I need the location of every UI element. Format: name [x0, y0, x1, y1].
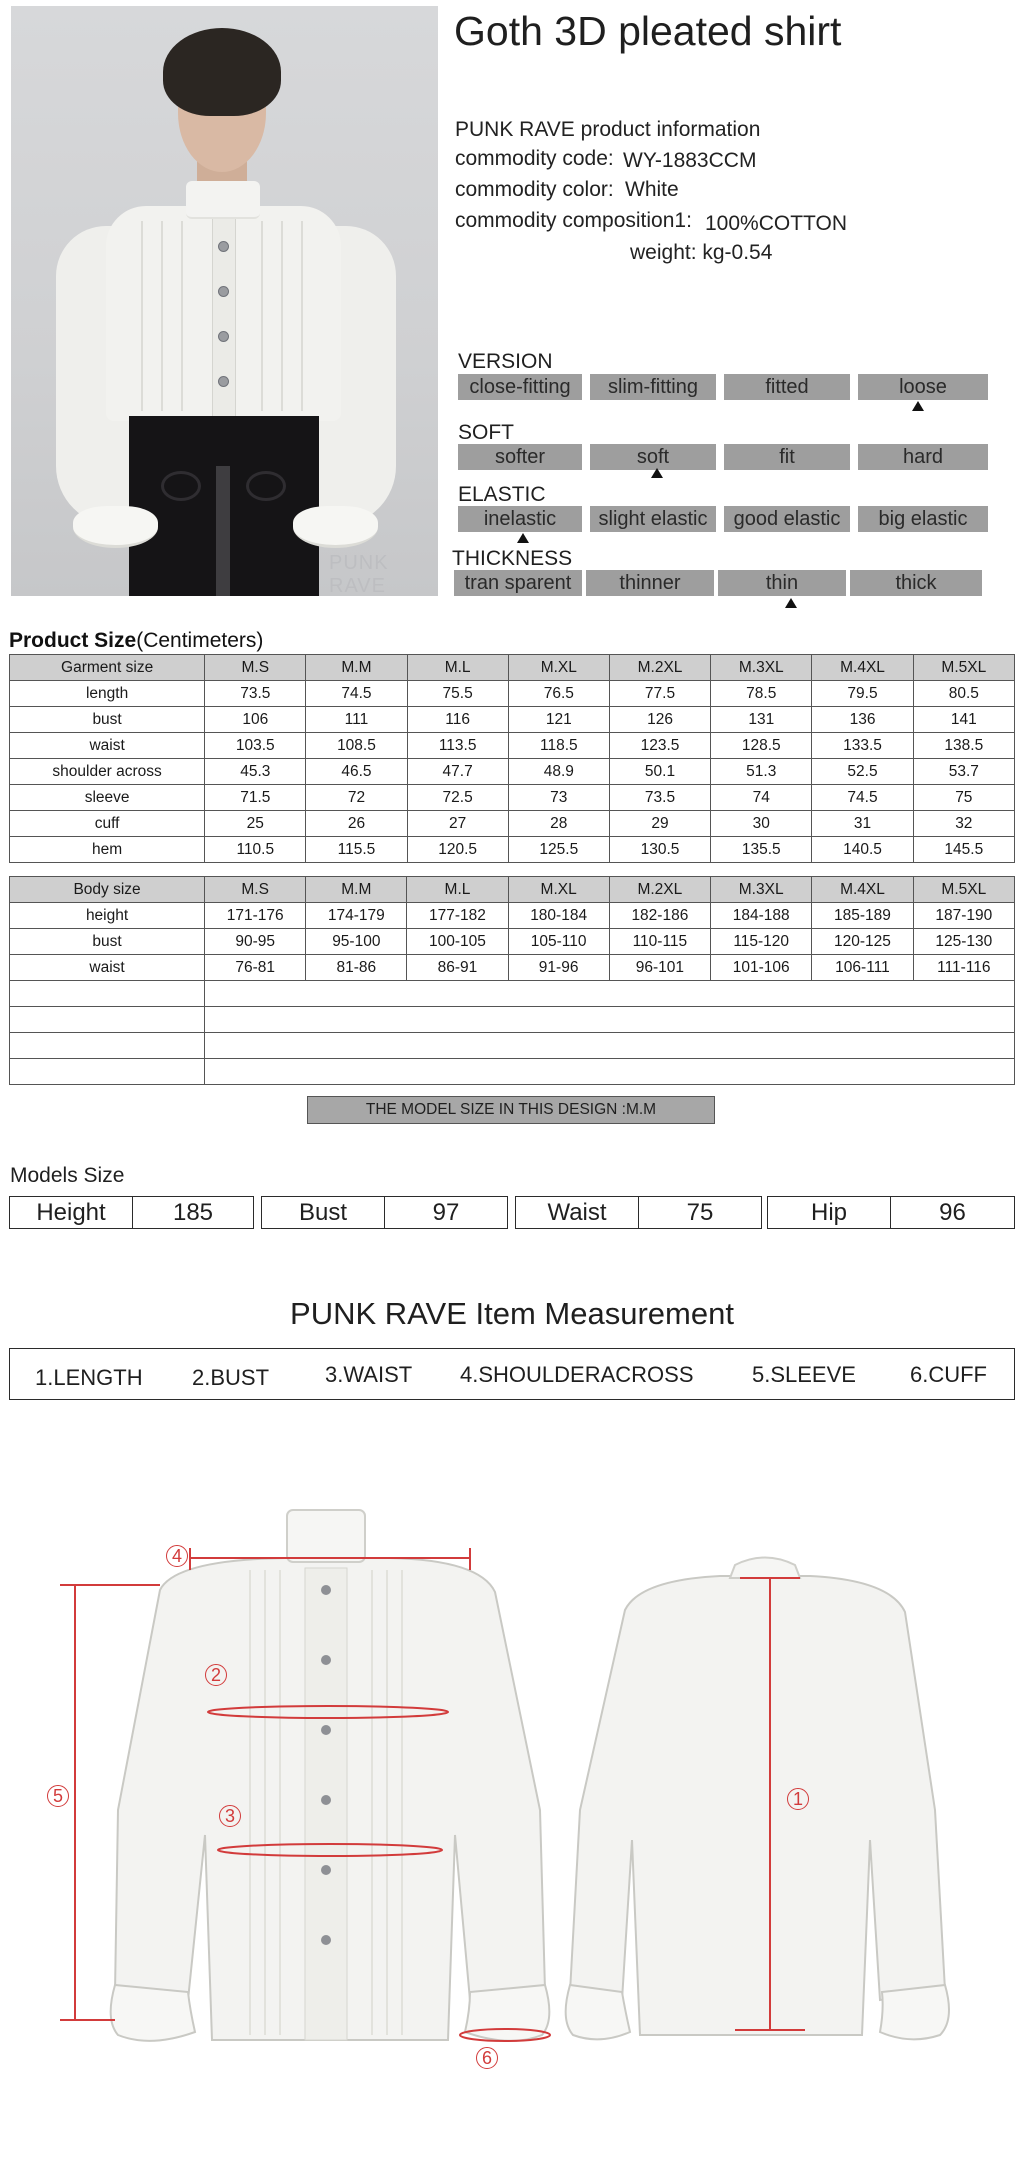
table-cell: 111	[306, 707, 407, 733]
commodity-composition-value: 100%COTTON	[705, 212, 847, 235]
version-option: fitted	[724, 374, 850, 400]
photo-button	[218, 286, 229, 297]
table-cell: 76-81	[205, 955, 306, 981]
table-cell: 111-116	[913, 955, 1014, 981]
table-cell: 121	[508, 707, 609, 733]
table-cell: 115.5	[306, 837, 407, 863]
photo-hair	[163, 28, 281, 116]
table-cell: 77.5	[609, 681, 710, 707]
table-cell	[205, 981, 1015, 1007]
model-waist-label: Waist	[515, 1196, 639, 1229]
photo-pleat	[141, 221, 143, 411]
model-hip-label: Hip	[767, 1196, 891, 1229]
table-row	[10, 955, 1015, 981]
elastic-option: slight elastic	[590, 506, 716, 532]
photo-pleat	[301, 221, 303, 411]
table-cell: 180-184	[508, 903, 609, 929]
commodity-code-label: commodity code:	[455, 147, 614, 170]
photo-pleat	[261, 221, 263, 411]
table-cell: 184-188	[711, 903, 812, 929]
table-header-cell: M.2XL	[609, 877, 710, 903]
table-cell: 110.5	[205, 837, 306, 863]
measure-marker-4: 4	[166, 1545, 188, 1567]
table-cell: 91-96	[508, 955, 609, 981]
thickness-label: THICKNESS	[452, 547, 573, 570]
table-cell: 140.5	[812, 837, 913, 863]
table-row	[10, 681, 1015, 707]
table-cell: 71.5	[205, 785, 306, 811]
measure-marker-6: 6	[476, 2047, 498, 2069]
elastic-option: good elastic	[724, 506, 850, 532]
table-header-cell: M.3XL	[711, 655, 812, 681]
table-cell: 72	[306, 785, 407, 811]
table-header-cell: M.2XL	[609, 655, 710, 681]
commodity-color-label: commodity color:	[455, 178, 614, 201]
table-cell: 101-106	[711, 955, 812, 981]
table-cell: 73.5	[609, 785, 710, 811]
table-empty-row	[10, 1059, 1015, 1085]
table-cell: 120.5	[407, 837, 508, 863]
table-header-cell: M.XL	[508, 655, 609, 681]
product-size-table	[9, 654, 1015, 863]
table-header-cell: M.S	[205, 877, 306, 903]
table-cell: 96-101	[609, 955, 710, 981]
body-size-header-row	[10, 877, 1015, 903]
thickness-indicator-arrow-icon	[785, 598, 797, 608]
photo-embroidery	[161, 471, 201, 501]
table-cell: 27	[407, 811, 508, 837]
version-option: loose	[858, 374, 988, 400]
back-shirt-drawing	[566, 1558, 949, 2040]
table-cell: bust	[10, 929, 205, 955]
table-cell: 74	[711, 785, 812, 811]
measurement-diagram	[0, 1480, 1024, 2070]
table-row	[10, 903, 1015, 929]
table-cell: sleeve	[10, 785, 205, 811]
table-header-cell: M.L	[407, 877, 508, 903]
table-cell	[205, 1059, 1015, 1085]
table-cell	[10, 981, 205, 1007]
version-option: close-fitting	[458, 374, 582, 400]
table-cell: 25	[205, 811, 306, 837]
table-header-cell: M.3XL	[711, 877, 812, 903]
table-cell: 72.5	[407, 785, 508, 811]
version-label: VERSION	[458, 350, 553, 373]
table-cell: 174-179	[306, 903, 407, 929]
table-cell: 48.9	[508, 759, 609, 785]
photo-button	[218, 241, 229, 252]
photo-watermark: PUNK RAVE	[329, 552, 389, 596]
table-cell: 115-120	[711, 929, 812, 955]
table-cell: 29	[609, 811, 710, 837]
table-row	[10, 707, 1015, 733]
table-cell: 52.5	[812, 759, 913, 785]
soft-option: fit	[724, 444, 850, 470]
table-cell: 81-86	[306, 955, 407, 981]
table-cell: 26	[306, 811, 407, 837]
table-cell: 138.5	[913, 733, 1014, 759]
table-header-cell: M.4XL	[812, 877, 913, 903]
table-cell: 110-115	[609, 929, 710, 955]
table-cell: 141	[913, 707, 1014, 733]
thickness-option: thin	[718, 570, 846, 596]
table-header-cell: Garment size	[10, 655, 205, 681]
model-size-note: THE MODEL SIZE IN THIS DESIGN :M.M	[307, 1096, 715, 1124]
thickness-option: thinner	[586, 570, 714, 596]
table-cell: 86-91	[407, 955, 508, 981]
table-cell: 187-190	[913, 903, 1014, 929]
product-size-unit: (Centimeters)	[136, 629, 264, 652]
body-size-table	[9, 876, 1015, 1085]
table-cell: 145.5	[913, 837, 1014, 863]
measurement-item: 2.BUST	[192, 1365, 270, 1390]
table-header-cell: M.S	[205, 655, 306, 681]
table-cell: 32	[913, 811, 1014, 837]
model-bust-label: Bust	[261, 1196, 385, 1229]
table-row	[10, 837, 1015, 863]
photo-collar	[186, 181, 260, 219]
measurement-legend	[9, 1348, 1015, 1400]
table-cell	[205, 1033, 1015, 1059]
weight-info: weight: kg-0.54	[630, 241, 773, 264]
models-size-heading: Models Size	[10, 1164, 125, 1187]
elastic-option: inelastic	[458, 506, 582, 532]
table-cell: 53.7	[913, 759, 1014, 785]
table-cell: 108.5	[306, 733, 407, 759]
table-cell	[10, 1033, 205, 1059]
table-empty-row	[10, 1033, 1015, 1059]
table-cell: 90-95	[205, 929, 306, 955]
product-size-header-row	[10, 655, 1015, 681]
model-height-value: 185	[132, 1196, 254, 1229]
table-cell: 100-105	[407, 929, 508, 955]
table-cell: 106	[205, 707, 306, 733]
table-cell: 171-176	[205, 903, 306, 929]
model-waist-value: 75	[638, 1196, 762, 1229]
table-cell: 31	[812, 811, 913, 837]
table-cell: 105-110	[508, 929, 609, 955]
model-bust-value: 97	[384, 1196, 508, 1229]
table-cell: 47.7	[407, 759, 508, 785]
photo-pleat	[281, 221, 283, 411]
table-cell: hem	[10, 837, 205, 863]
table-header-cell: M.M	[306, 655, 407, 681]
model-height-label: Height	[9, 1196, 133, 1229]
table-cell: height	[10, 903, 205, 929]
table-row	[10, 785, 1015, 811]
table-empty-row	[10, 1007, 1015, 1033]
table-header-cell: M.5XL	[913, 655, 1014, 681]
brand-info: PUNK RAVE product information	[455, 118, 761, 141]
version-option: slim-fitting	[590, 374, 716, 400]
table-cell: 125.5	[508, 837, 609, 863]
photo-embroidery	[246, 471, 286, 501]
table-cell: 46.5	[306, 759, 407, 785]
photo-pants-gap	[216, 466, 230, 596]
table-cell: 116	[407, 707, 508, 733]
table-cell: 185-189	[812, 903, 913, 929]
table-cell: cuff	[10, 811, 205, 837]
table-cell: 113.5	[407, 733, 508, 759]
table-cell: 131	[711, 707, 812, 733]
measure-marker-5: 5	[47, 1785, 69, 1807]
product-size-heading	[9, 629, 263, 653]
table-cell	[10, 1059, 205, 1085]
table-cell: waist	[10, 955, 205, 981]
soft-indicator-arrow-icon	[651, 468, 663, 478]
photo-pleat	[181, 221, 183, 411]
table-header-cell: M.4XL	[812, 655, 913, 681]
table-header-cell: M.M	[306, 877, 407, 903]
table-cell: 123.5	[609, 733, 710, 759]
table-cell: 130.5	[609, 837, 710, 863]
table-cell: 128.5	[711, 733, 812, 759]
table-cell: 73	[508, 785, 609, 811]
table-header-cell: M.XL	[508, 877, 609, 903]
table-row	[10, 811, 1015, 837]
front-shirt-drawing	[111, 1510, 550, 2041]
product-photo	[11, 6, 438, 596]
measure-marker-1: 1	[787, 1788, 809, 1810]
measurement-item: 3.WAIST	[325, 1362, 413, 1387]
measurement-item: 6.CUFF	[910, 1362, 987, 1387]
table-row	[10, 759, 1015, 785]
photo-pleat	[161, 221, 163, 411]
measurement-title: PUNK RAVE Item Measurement	[290, 1296, 734, 1331]
table-cell: 79.5	[812, 681, 913, 707]
measurement-item: 4.SHOULDERACROSS	[460, 1362, 694, 1387]
table-cell: 126	[609, 707, 710, 733]
measure-marker-3: 3	[219, 1805, 241, 1827]
table-cell: 125-130	[913, 929, 1014, 955]
table-cell: 182-186	[609, 903, 710, 929]
table-row	[10, 929, 1015, 955]
commodity-code-value: WY-1883CCM	[623, 149, 757, 172]
table-cell: 120-125	[812, 929, 913, 955]
table-cell: 73.5	[205, 681, 306, 707]
table-cell: 75	[913, 785, 1014, 811]
table-cell: 76.5	[508, 681, 609, 707]
table-header-cell: Body size	[10, 877, 205, 903]
table-cell: 78.5	[711, 681, 812, 707]
table-cell: 118.5	[508, 733, 609, 759]
table-cell: 135.5	[711, 837, 812, 863]
table-cell: length	[10, 681, 205, 707]
soft-option: hard	[858, 444, 988, 470]
thickness-option: tran sparent	[454, 570, 582, 596]
table-cell: 103.5	[205, 733, 306, 759]
photo-button	[218, 376, 229, 387]
table-cell	[10, 1007, 205, 1033]
thickness-option: thick	[850, 570, 982, 596]
measure-marker-2: 2	[205, 1664, 227, 1686]
table-cell: 74.5	[812, 785, 913, 811]
commodity-color-value: White	[625, 178, 679, 201]
table-header-cell: M.L	[407, 655, 508, 681]
commodity-composition-label: commodity composition1:	[455, 209, 692, 232]
table-cell: bust	[10, 707, 205, 733]
photo-left-cuff	[73, 506, 158, 548]
version-indicator-arrow-icon	[912, 401, 924, 411]
model-hip-value: 96	[890, 1196, 1015, 1229]
table-cell: 45.3	[205, 759, 306, 785]
photo-right-cuff	[293, 506, 378, 548]
shirt-diagram-svg	[0, 1480, 1024, 2070]
table-cell	[205, 1007, 1015, 1033]
table-cell: 133.5	[812, 733, 913, 759]
table-cell: 30	[711, 811, 812, 837]
soft-label: SOFT	[458, 421, 514, 444]
table-cell: 95-100	[306, 929, 407, 955]
table-cell: 106-111	[812, 955, 913, 981]
table-header-cell: M.5XL	[913, 877, 1014, 903]
table-row	[10, 733, 1015, 759]
soft-option: softer	[458, 444, 582, 470]
table-cell: 28	[508, 811, 609, 837]
measurement-item: 5.SLEEVE	[752, 1362, 856, 1387]
table-cell: 50.1	[609, 759, 710, 785]
photo-button	[218, 331, 229, 342]
table-cell: 75.5	[407, 681, 508, 707]
elastic-label: ELASTIC	[458, 483, 546, 506]
table-cell: shoulder across	[10, 759, 205, 785]
table-empty-row	[10, 981, 1015, 1007]
table-cell: 51.3	[711, 759, 812, 785]
product-size-title: Product Size	[9, 629, 137, 652]
table-cell: 177-182	[407, 903, 508, 929]
table-cell: 80.5	[913, 681, 1014, 707]
product-title: Goth 3D pleated shirt	[454, 8, 842, 54]
soft-option: soft	[590, 444, 716, 470]
elastic-indicator-arrow-icon	[517, 533, 529, 543]
elastic-option: big elastic	[858, 506, 988, 532]
measurement-item: 1.LENGTH	[35, 1365, 143, 1390]
table-cell: 74.5	[306, 681, 407, 707]
table-cell: waist	[10, 733, 205, 759]
table-cell: 136	[812, 707, 913, 733]
